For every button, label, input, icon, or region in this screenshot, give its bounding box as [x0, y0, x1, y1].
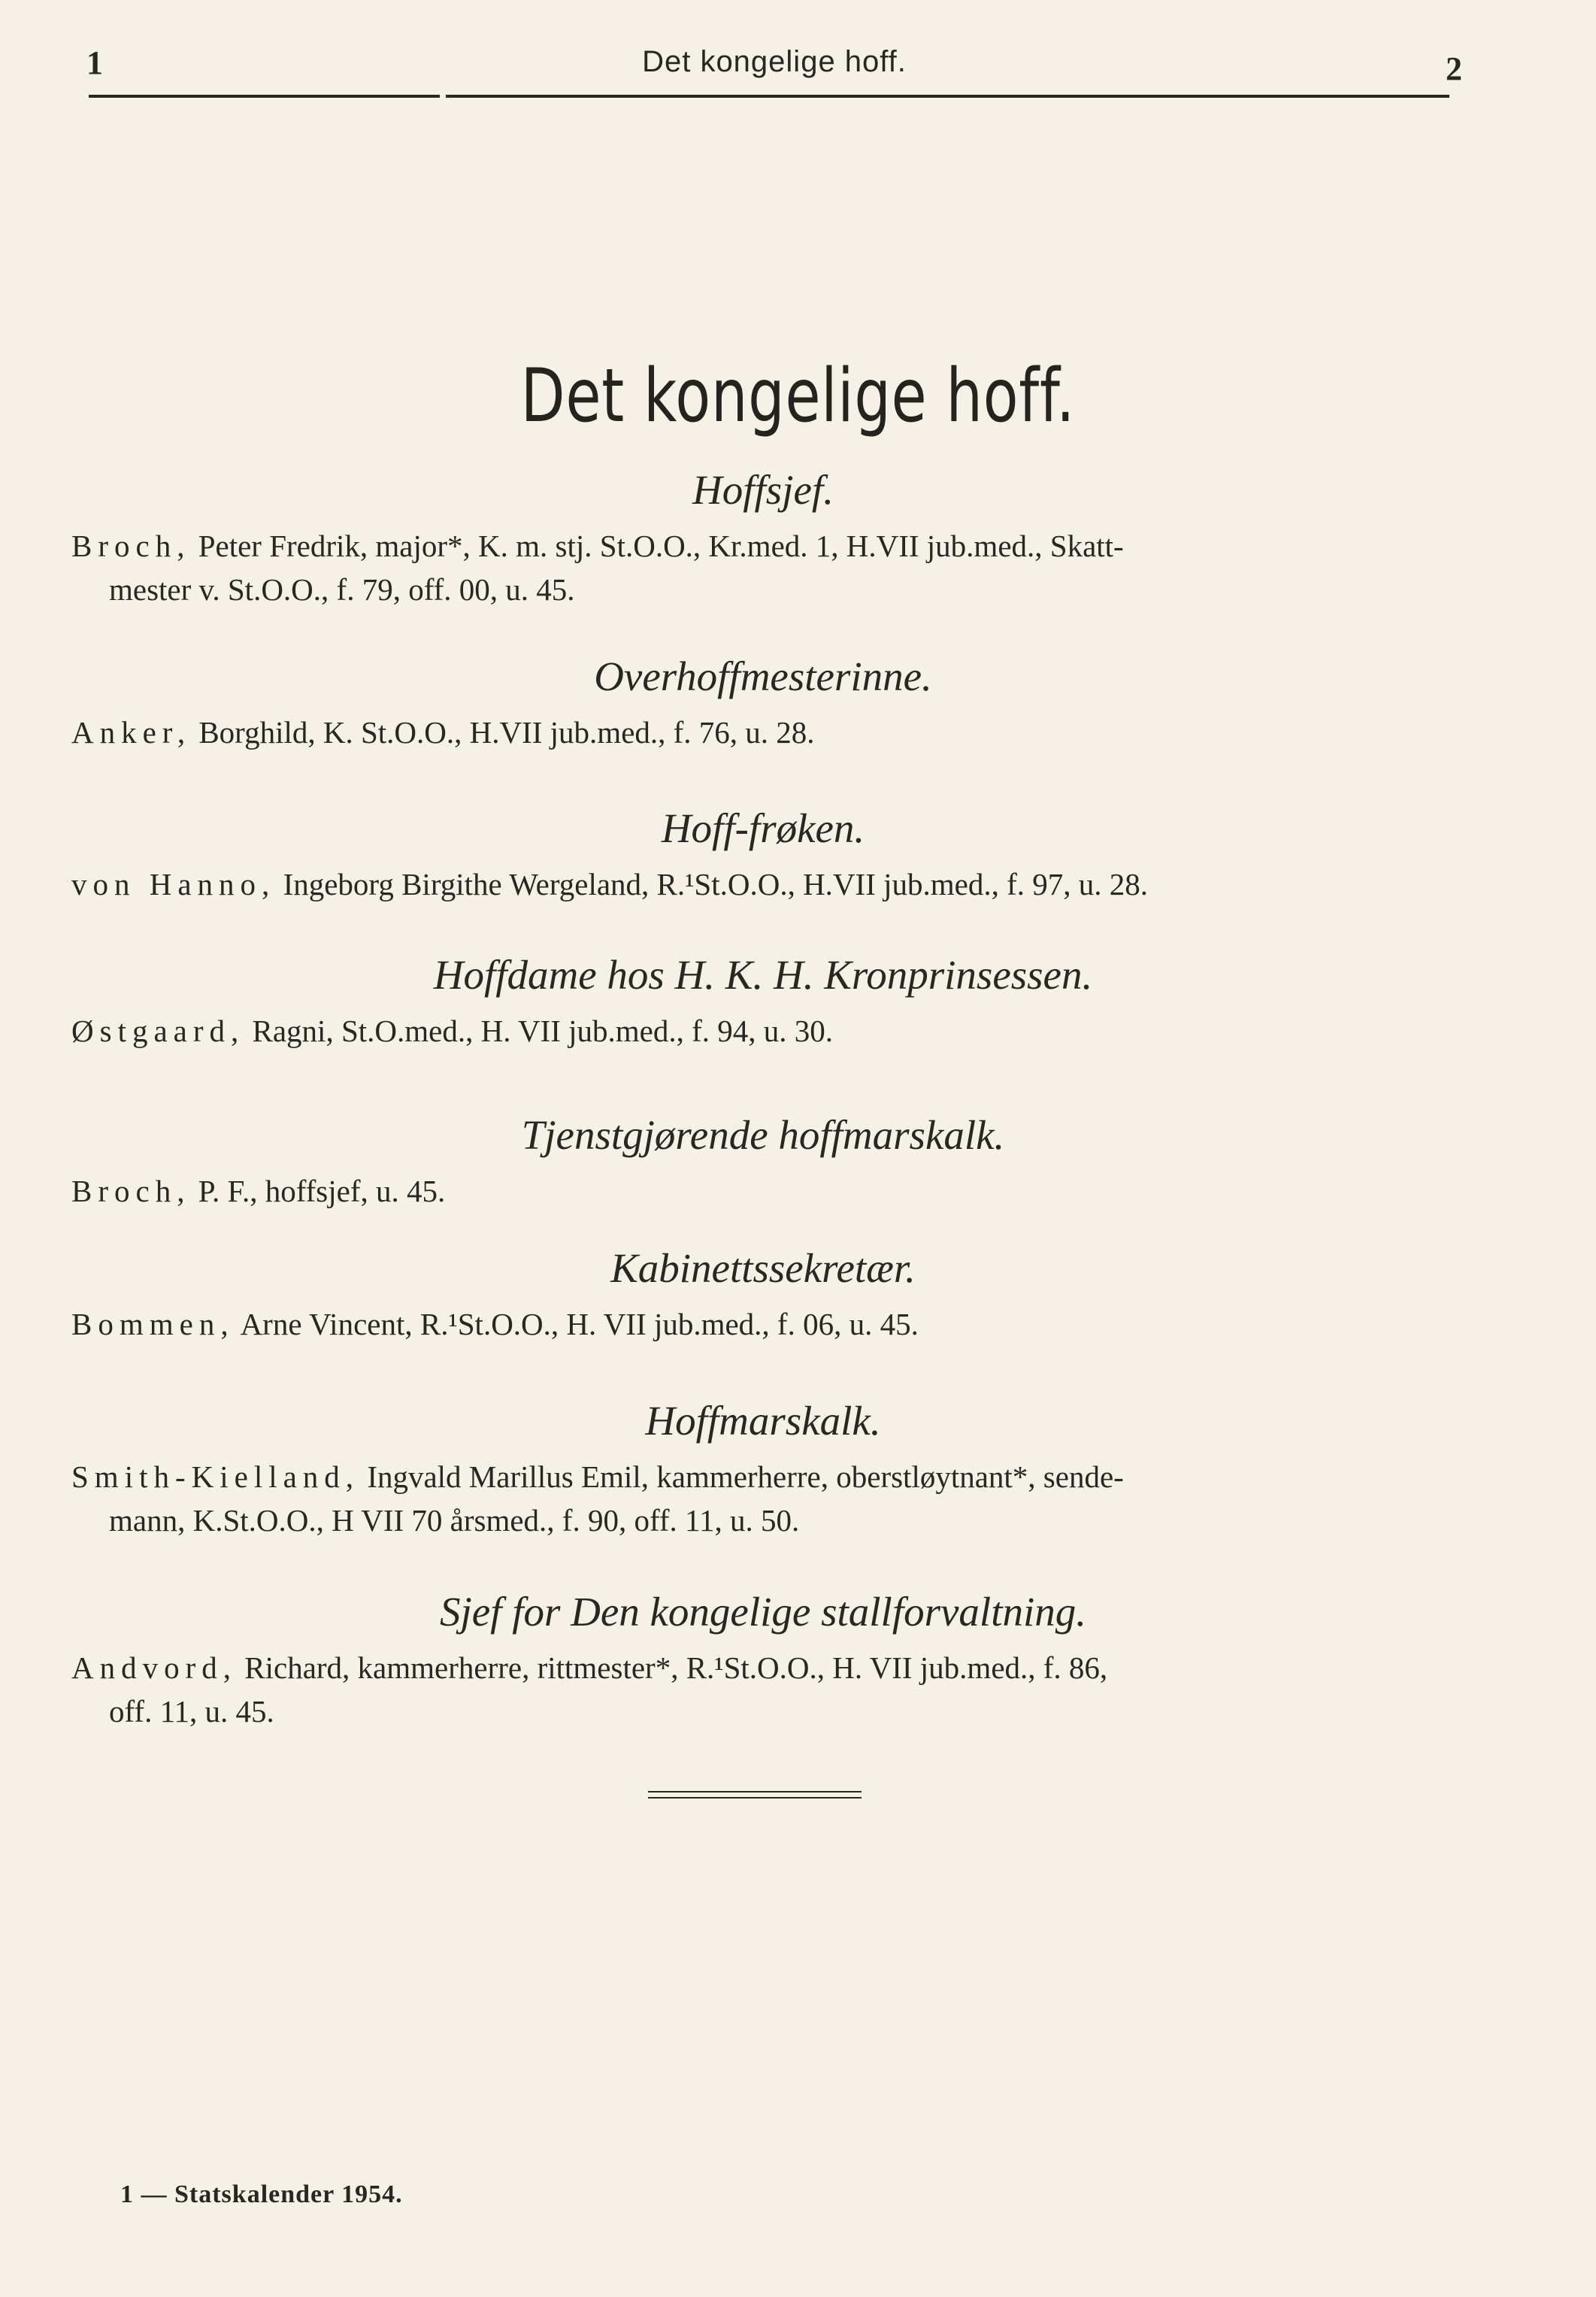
entry [71, 862, 1455, 906]
section-heading: Tjenstgjørende hoffmarskalk. [521, 1112, 1005, 1158]
section-heading: Hoffmarskalk. [645, 1398, 881, 1444]
header-rule-gap [440, 92, 446, 101]
entry-continuation: mester v. St.O.O., f. 79, off. 00, u. 45. [109, 572, 575, 608]
section-tjenstgjorende-hoffmarskalk [71, 1111, 1455, 1213]
running-header [86, 44, 1462, 89]
entry-text: Arne Vincent, R.¹St.O.O., H. VII jub.med., f. 06, u. 45. [234, 1307, 919, 1342]
section-heading: Hoff-frøken. [661, 805, 865, 851]
section-hoffmarskalk [71, 1397, 1455, 1542]
end-double-rule [648, 1791, 862, 1799]
entry-surname: Østgaard, [71, 1014, 245, 1049]
entry-surname: von Hanno, [71, 867, 276, 902]
page-number-left: 1 [86, 44, 103, 81]
section-heading: Kabinettssekretær. [610, 1245, 916, 1291]
entry-surname: Bommen, [71, 1307, 235, 1342]
page-number-right: 2 [1446, 50, 1462, 87]
page-title: Det kongelige hoff. [520, 353, 1076, 439]
entry-surname: Anker, [71, 715, 192, 750]
entry-text: P. F., hoffsjef, u. 45. [190, 1174, 446, 1209]
entry [71, 1646, 1455, 1733]
entry [71, 1455, 1455, 1542]
section-stallforvaltning [71, 1588, 1455, 1733]
section-hoffsjef [71, 466, 1455, 611]
section-hoff-froken [71, 805, 1455, 906]
entry-text: Borghild, K. St.O.O., H.VII jub.med., f. 76, u. 28. [191, 715, 815, 750]
entry-surname: Andvord, [71, 1650, 238, 1686]
running-header-title: Det kongelige hoff. [642, 45, 907, 78]
entry-text: Ingvald Marillus Emil, kammerherre, oberstløytnant*, sende- [359, 1459, 1124, 1495]
section-hoffdame [71, 951, 1455, 1053]
entry-text: Ragni, St.O.med., H. VII jub.med., f. 94, u. 30. [244, 1014, 834, 1049]
header-rule [89, 95, 1449, 98]
section-heading: Overhoffmesterinne. [594, 653, 932, 699]
section-heading: Hoffdame hos H. K. H. Kronprinsessen. [433, 952, 1093, 998]
entry [71, 1169, 1455, 1213]
section-kabinettssekretaer [71, 1244, 1455, 1346]
entry [71, 1009, 1455, 1053]
entry-continuation: mann, K.St.O.O., H VII 70 årsmed., f. 90, off. 11, u. 50. [109, 1503, 800, 1538]
entry-surname: Broch, [71, 529, 191, 564]
entry-continuation: off. 11, u. 45. [109, 1694, 274, 1729]
entry-text: Peter Fredrik, major*, K. m. stj. St.O.O., Kr.med. 1, H.VII jub.med., Skatt- [190, 529, 1124, 564]
page-footer: 1 — Statskalender 1954. [120, 2180, 403, 2208]
entry [71, 524, 1455, 611]
entry-surname: Broch, [71, 1174, 191, 1209]
section-heading: Sjef for Den kongelige stallforvaltning. [439, 1589, 1087, 1635]
entry-text: Richard, kammerherre, rittmester*, R.¹St.O.O., H. VII jub.med., f. 86, [237, 1650, 1108, 1686]
section-heading: Hoffsjef. [692, 467, 834, 513]
entry [71, 711, 1455, 754]
section-overhoffmesterinne [71, 653, 1455, 754]
entry-text: Ingeborg Birgithe Wergeland, R.¹St.O.O., H.VII jub.med., f. 97, u. 28. [275, 867, 1148, 902]
entry-surname: Smith-Kielland, [71, 1459, 360, 1495]
entry [71, 1302, 1455, 1346]
